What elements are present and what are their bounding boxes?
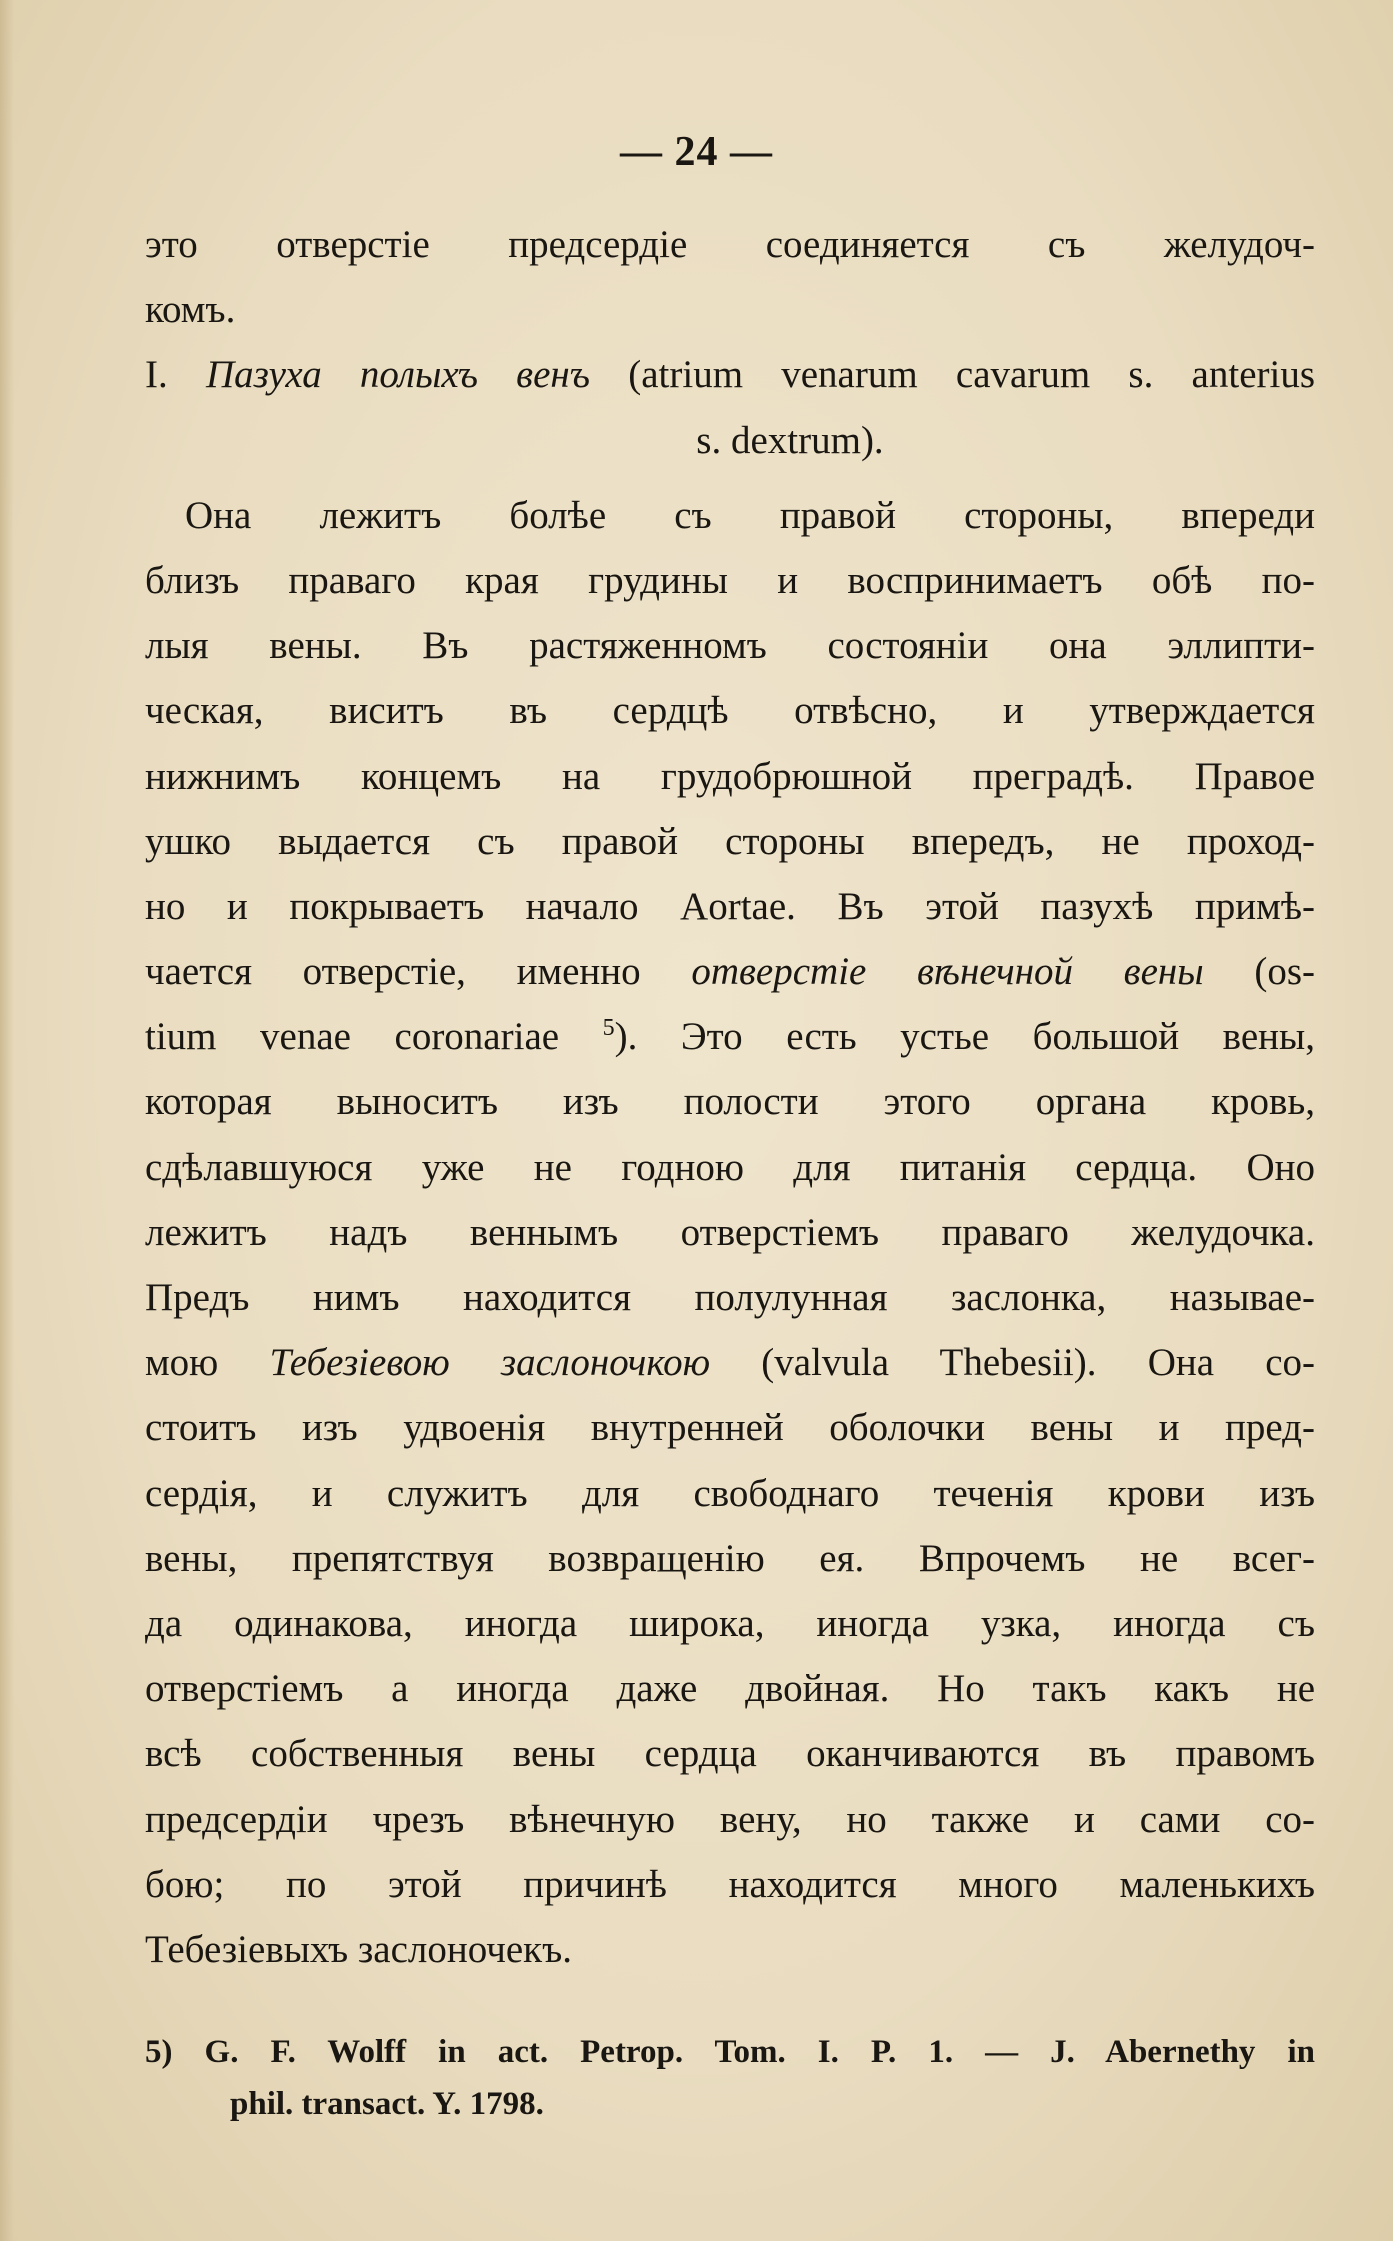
heading-numeral: I. bbox=[145, 353, 168, 397]
footnote bbox=[145, 2026, 1315, 2130]
footnote-ref: 5 bbox=[602, 1015, 615, 1042]
page-number: — 24 — bbox=[620, 129, 773, 175]
text-line: сдѣлавшуюся уже не годною для питанія сердца. Оно bbox=[145, 1145, 1315, 1189]
text-line: предсердіи чрезъ вѣнечную вену, но также и сами со- bbox=[145, 1797, 1315, 1841]
text-line: мою Тебезіевою заслоночкою (valvula Thebesii). Она со- bbox=[145, 1341, 1316, 1385]
text-line: ческая, виситъ въ сердцѣ отвѣсно, и утверждается bbox=[145, 689, 1315, 733]
text-line: которая выноситъ изъ полости этого органа кровь, bbox=[145, 1080, 1315, 1124]
text-line: комъ. bbox=[145, 288, 236, 332]
text-line: да одинакова, иногда широка, иногда узка, иногда съ bbox=[145, 1601, 1315, 1645]
text-line: лежитъ надъ веннымъ отверстіемъ праваго желудочка. bbox=[145, 1210, 1315, 1254]
text-line: вены, препятствуя возвращенію ея. Впрочемъ не всег- bbox=[145, 1536, 1315, 1580]
text-line: сердія, и служитъ для свободнаго теченія крови изъ bbox=[145, 1471, 1315, 1515]
text-line: всѣ собственныя вены сердца оканчиваются въ правомъ bbox=[145, 1732, 1315, 1776]
text-line: отверстіемъ а иногда даже двойная. Но такъ какъ не bbox=[145, 1667, 1315, 1711]
text-line: Предъ нимъ находится полулунная заслонка, называе- bbox=[145, 1276, 1315, 1319]
heading-latin-continued: s. dextrum). bbox=[696, 418, 884, 462]
page-edge-shadow bbox=[0, 0, 14, 2241]
text-line: но и покрываетъ начало Aortae. Въ этой пазухѣ примѣ- bbox=[145, 884, 1315, 928]
footnote-line: 5) G. F. Wolff in act. Petrop. Tom. I. P. 1. — J. Abernethy in bbox=[145, 2034, 1315, 2070]
footnote-line: phil. transact. Y. 1798. bbox=[230, 2086, 544, 2122]
text-line: это отверстіе предсердіе соединяется съ желудоч- bbox=[145, 223, 1315, 266]
text-line: стоитъ изъ удвоенія внутренней оболочки вены и пред- bbox=[145, 1406, 1315, 1450]
text-line: бою; по этой причинѣ находится много маленькихъ bbox=[145, 1862, 1315, 1906]
text-line: Она лежитъ болѣе съ правой стороны, впереди bbox=[185, 493, 1315, 537]
main-text bbox=[145, 212, 1315, 1982]
text-line: близъ праваго края грудины и воспринимаетъ обѣ по- bbox=[145, 558, 1315, 602]
italic-term: отверстіе вѣнечной вены bbox=[691, 950, 1204, 994]
heading-title: Пазуха полыхъ венъ bbox=[205, 353, 590, 397]
text-line: нижнимъ концемъ на грудобрюшной преградѣ. Правое bbox=[145, 754, 1315, 798]
text-line: чается отверстіе, именно отверстіе вѣнечной вены (os- bbox=[145, 950, 1315, 994]
heading-latin: (atrium venarum cavarum s. anterius bbox=[628, 353, 1316, 397]
section-heading bbox=[145, 342, 1315, 407]
text-line: лыя вены. Въ растяженномъ состояніи она эллипти- bbox=[145, 624, 1315, 668]
italic-term: Тебезіевою заслоночкою bbox=[269, 1341, 711, 1385]
text-line: tium venae coronariae $^5$). Это есть устье большой вены, bbox=[145, 1015, 1315, 1059]
text-line: ушко выдается съ правой стороны впередъ, не проход- bbox=[145, 819, 1315, 863]
text-line: Тебезіевыхъ заслоночекъ. bbox=[145, 1927, 573, 1971]
